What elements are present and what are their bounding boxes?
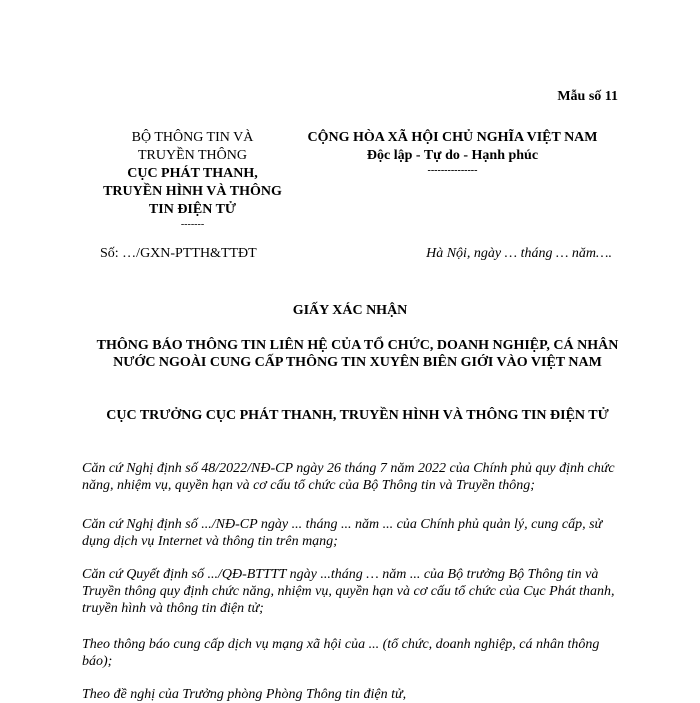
document-title: GIẤY XÁC NHẬN [292,303,408,318]
document-subtitle: THÔNG BÁO THÔNG TIN LIÊN HỆ CỦA TỔ CHỨC, DOANH NGHIỆP, CÁ NHÂN NƯỚC NGOÀI CUNG CẤP THÔNG TIN XUYÊN BIÊN GIỚI VÀO VIỆT NAM [96,338,619,370]
ministry-name-line1: BỘ THÔNG TIN VÀ [131,130,254,145]
legal-basis-paragraph: Căn cứ Nghị định số .../NĐ-CP ngày ... tháng ... năm ... của Chính phủ quản lý, cung cấp, sử dụng dịch vụ Internet và thông tin trên mạng; [82,517,603,549]
national-motto: Độc lập - Tự do - Hạnh phúc [366,148,539,163]
department-name-line3: TIN ĐIỆN TỬ [148,202,237,217]
department-name-line2: TRUYỀN HÌNH VÀ THÔNG [103,184,282,199]
place-and-date: Hà Nội, ngày … tháng … năm…. [426,246,612,261]
country-name: CỘNG HÒA XÃ HỘI CHỦ NGHĨA VIỆT NAM [307,130,598,145]
issuing-agency-header [100,129,285,231]
legal-basis-paragraph: Căn cứ Quyết định số .../QĐ-BTTTT ngày ...tháng … năm ... của Bộ trưởng Bộ Thông tin và Truyền thông quy định chức năng, nhiệm vụ, quyền hạn và cơ cấu tổ chức của Cục Phát thanh, truyền hình và thông tin điện tử; [82,567,615,616]
issuer-title: CỤC TRƯỞNG CỤC PHÁT THANH, TRUYỀN HÌNH VÀ THÔNG TIN ĐIỆN TỬ [106,408,609,423]
legal-basis-paragraph: Theo đề nghị của Trưởng phòng Phòng Thông tin điện tử, [82,687,407,702]
header-divider-left: ------- [180,219,205,230]
form-number: Mẫu số 11 [557,89,618,104]
document-number: Số: …/GXN-PTTH&TTĐT [100,246,257,261]
national-header [290,129,615,177]
legal-basis-paragraph: Theo thông báo cung cấp dịch vụ mạng xã hội của ... (tổ chức, doanh nghiệp, cá nhân thông báo); [82,637,600,669]
ministry-name-line2: TRUYỀN THÔNG [137,148,247,163]
legal-basis-paragraph: Căn cứ Nghị định số 48/2022/NĐ-CP ngày 26 tháng 7 năm 2022 của Chính phủ quy định chức năng, nhiệm vụ, quyền hạn và cơ cấu tổ chức của Bộ Thông tin và Truyền thông; [82,461,615,493]
header-divider-right: --------------- [427,165,478,176]
department-name-line1: CỤC PHÁT THANH, [127,166,258,181]
